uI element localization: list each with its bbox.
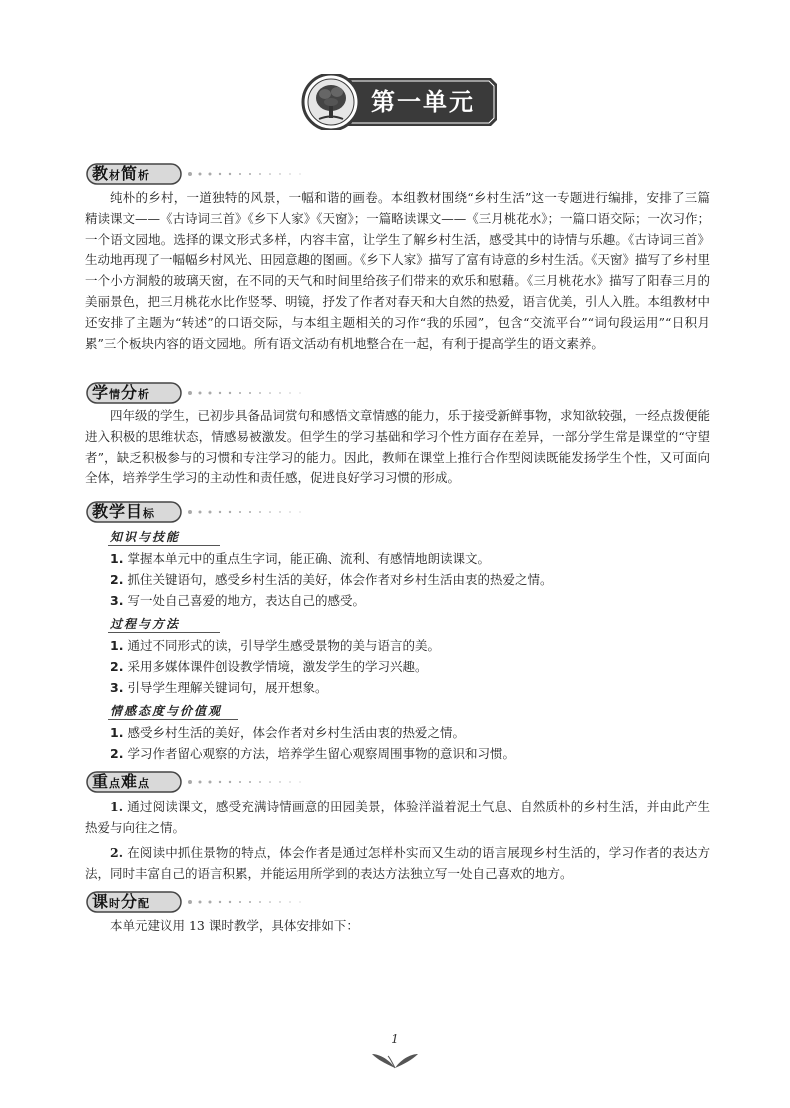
- unit-banner: [301, 74, 499, 130]
- section-heading: 教学目标: [92, 502, 156, 521]
- textbook-analysis-text: 纯朴的乡村，一道独特的风景，一幅和谐的画卷。本组教材围绕“乡村生活”这一专题进行编排，安排了三篇精读课文——《古诗词三首》《乡下人家》《天窗》；一篇略读课文——《三月桃花水》；一篇口语交际；一次习作；一个语文园地。选择的课文形式多样，内容丰富，让学生了解乡村生活，感受其中的诗情与乐趣。《古诗词三首》生动地再现了一幅幅乡村风光、田园意趣的图画。《乡下人家》描写了富有诗意的乡村生活。《天窗》描写了乡村里一个小方洞般的玻璃天窗，在不同的天气和时间里给孩子们带来的欢乐和慰藉。《三月桃花水》描写了阳春三月的美丽景色，把三月桃花水比作竖琴、明镜，抒发了作者对春天和大自然的热爱，语言优美，引人入胜。本组教材中还安排了主题为“转述”的口语交际，与本组主题相关的习作“我的乐园”，包含“交流平台”“词句段运用”“日积月累”三个板块内容的语文园地。所有语文活动有机地整合在一起，有利于提高学生的语文素养。: [85, 190, 711, 351]
- dotted-ornament: [186, 506, 326, 518]
- student-analysis-text: 四年级的学生，已初步具备品词赏句和感悟文章情感的能力，乐于接受新鲜事物，求知欲较强，一经点拨便能进入积极的思维状态，情感易被激发。但学生的学习基础和学习个性方面存在差异，一部分学生常是课堂的“守望者”，缺乏积极参与的习惯和专注学习的能力。因此，教师在课堂上推行合作型阅读既能发扬学生个性，又可面向全体，培养学生学习的主动性和责任感，促进良好学习习惯的形成。: [85, 408, 711, 486]
- section-header-student-analysis: [86, 381, 386, 405]
- key-point-item: 1. 通过阅读课文，感受充满诗情画意的田园美景，体验洋溢着泥土气息、自然质朴的乡村生活，并由此产生热爱与向往之情。: [85, 799, 710, 835]
- dotted-ornament: [186, 168, 326, 180]
- section-header-teaching-goals: [86, 500, 386, 524]
- schedule-text: 本单元建议用 13 课时教学，具体安排如下：: [110, 918, 359, 933]
- goal-item: 3. 引导学生理解关键词句，展开想象。: [110, 680, 328, 695]
- page-number: 1: [391, 1032, 399, 1046]
- section-header-key-points: [86, 770, 386, 794]
- unit-title: 第一单元: [371, 88, 475, 116]
- goal-group-title: 情感态度与价值观: [110, 704, 223, 718]
- section-header-textbook-analysis: [86, 162, 386, 186]
- goal-item: 2. 抓住关键语句，感受乡村生活的美好，体会作者对乡村生活由衷的热爱之情。: [110, 572, 553, 587]
- divider: [108, 719, 238, 720]
- section-heading: 教材简析: [92, 164, 151, 183]
- goal-item: 2. 学习作者留心观察的方法，培养学生留心观察周围事物的意识和习惯。: [110, 746, 515, 761]
- key-point-item: 2. 在阅读中抓住景物的特点，体会作者是通过怎样朴实而又生动的语言展现乡村生活的，学习作者的表达方法，同时丰富自己的语言积累，并能运用所学到的表达方法独立写一处自己喜欢的地方。: [85, 845, 710, 881]
- goal-item: 1. 感受乡村生活的美好，体会作者对乡村生活由衷的热爱之情。: [110, 725, 465, 740]
- section-heading: 学情分析: [92, 383, 151, 402]
- section-header-schedule: [86, 890, 386, 914]
- divider: [108, 545, 220, 546]
- goal-group-title: 知识与技能: [110, 530, 181, 544]
- goal-group-title: 过程与方法: [110, 617, 181, 631]
- divider: [108, 632, 220, 633]
- section-heading: 课时分配: [92, 892, 151, 911]
- dotted-ornament: [186, 896, 326, 908]
- goal-item: 2. 采用多媒体课件创设教学情境，激发学生的学习兴趣。: [110, 659, 428, 674]
- goal-item: 1. 通过不同形式的读，引导学生感受景物的美与语言的美。: [110, 638, 440, 653]
- tree-icon: [311, 74, 367, 130]
- dotted-ornament: [186, 776, 326, 788]
- goal-item: 3. 写一处自己喜爱的地方，表达自己的感受。: [110, 593, 365, 608]
- goal-item: 1. 掌握本单元中的重点生字词，能正确、流利、有感情地朗读课文。: [110, 551, 490, 566]
- section-heading: 重点难点: [92, 772, 151, 791]
- dotted-ornament: [186, 387, 326, 399]
